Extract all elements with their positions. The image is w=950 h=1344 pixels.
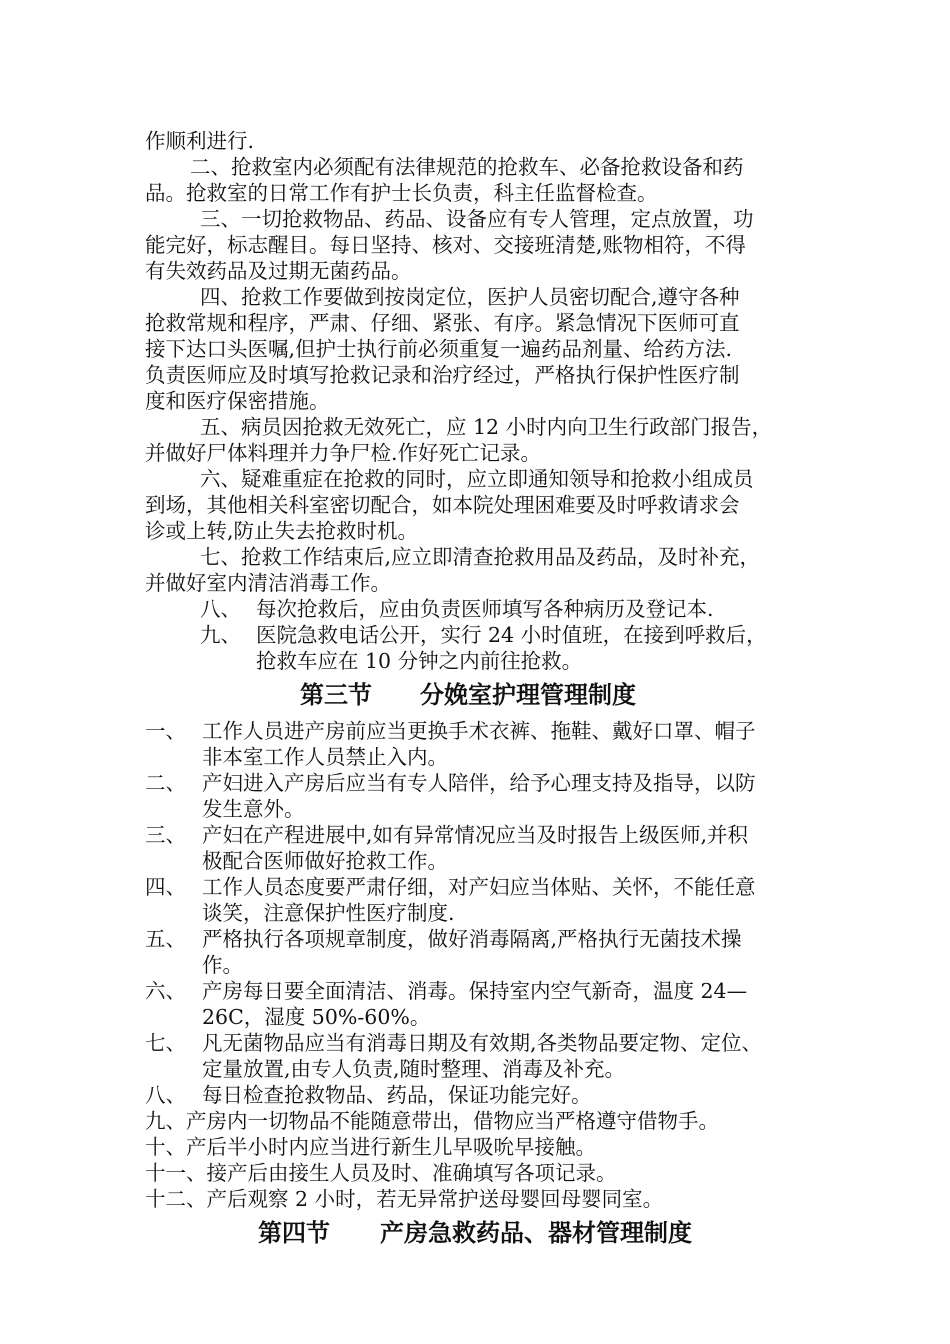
item-number: 三、 bbox=[145, 823, 186, 847]
item-number: 四、 bbox=[145, 875, 186, 899]
item-number: 二、 bbox=[145, 771, 186, 795]
item-text: 极配合医师做好抢救工作。 bbox=[202, 849, 448, 873]
item-text: 发生意外。 bbox=[202, 797, 305, 821]
paragraph-line: 能完好，标志醒目。每日坚持、核对、交接班清楚,账物相符，不得 bbox=[145, 233, 747, 257]
paragraph-line: 品。抢救室的日常工作有护士长负责，科主任监督检查。 bbox=[145, 181, 658, 205]
item-text: 谈笑，注意保护性医疗制度. bbox=[202, 901, 455, 925]
paragraph-line: 五、病员因抢救无效死亡，应 12 小时内向卫生行政部门报告， bbox=[200, 415, 773, 439]
item-number: 九、 bbox=[200, 623, 241, 647]
paragraph-line: 四、抢救工作要做到按岗定位，医护人员密切配合,遵守各种 bbox=[200, 285, 740, 309]
item-text: 凡无菌物品应当有消毒日期及有效期,各类物品要定物、定位、 bbox=[202, 1031, 763, 1055]
paragraph-line: 到场，其他相关科室密切配合，如本院处理困难要及时呼救请求会 bbox=[145, 493, 740, 517]
section-heading-title: 产房急救药品、器材管理制度 bbox=[380, 1219, 692, 1247]
paragraph-line: 六、疑难重症在抢救的同时，应立即通知领导和抢救小组成员 bbox=[200, 467, 754, 491]
item-text: 医院急救电话公开，实行 24 小时值班，在接到呼救后， bbox=[256, 623, 767, 647]
item-number: 八、 bbox=[200, 597, 241, 621]
item-text: 非本室工作人员禁止入内。 bbox=[202, 745, 448, 769]
item-text: 26C，湿度 50%-60%。 bbox=[202, 1005, 431, 1029]
list-line: 十一、接产后由接生人员及时、准确填写各项记录。 bbox=[145, 1161, 617, 1185]
item-number: 八、 bbox=[145, 1083, 186, 1107]
list-line: 十二、产后观察 2 小时，若无异常护送母婴回母婴同室。 bbox=[145, 1187, 664, 1211]
list-line: 九、产房内一切物品不能随意带出，借物应当严格遵守借物手。 bbox=[145, 1109, 719, 1133]
paragraph-line: 负责医师应及时填写抢救记录和治疗经过，严格执行保护性医疗制 bbox=[145, 363, 740, 387]
item-text: 产妇进入产房后应当有专人陪伴，给予心理支持及指导，以防 bbox=[202, 771, 756, 795]
item-number: 一、 bbox=[145, 719, 186, 743]
paragraph-line: 有失效药品及过期无菌药品。 bbox=[145, 259, 412, 283]
paragraph-line: 并做好尸体料理并力争尸检.作好死亡记录。 bbox=[145, 441, 542, 465]
item-text: 严格执行各项规章制度，做好消毒隔离,严格执行无菌技术操 bbox=[202, 927, 742, 951]
item-number: 五、 bbox=[145, 927, 186, 951]
item-text: 作。 bbox=[202, 953, 243, 977]
paragraph-line: 二、抢救室内必须配有法律规范的抢救车、必备抢救设备和药 bbox=[190, 155, 744, 179]
section-heading-title: 分娩室护理管理制度 bbox=[420, 681, 636, 709]
item-text: 产房每日要全面清洁、消毒。保持室内空气新奇，温度 24— bbox=[202, 979, 748, 1003]
item-text: 抢救车应在 10 分钟之内前往抢救。 bbox=[256, 649, 583, 673]
paragraph-line: 诊或上转,防止失去抢救时机。 bbox=[145, 519, 419, 543]
paragraph-line: 抢救常规和程序，严肃、仔细、紧张、有序。紧急情况下医师可直 bbox=[145, 311, 740, 335]
paragraph-line: 作顺利进行. bbox=[145, 129, 255, 153]
item-text: 产妇在产程进展中,如有异常情况应当及时报告上级医师,并积 bbox=[202, 823, 749, 847]
section-heading-number: 第三节 bbox=[300, 681, 372, 709]
paragraph-line: 接下达口头医嘱,但护士执行前必须重复一遍药品剂量、给药方法. bbox=[145, 337, 733, 361]
section-heading-number: 第四节 bbox=[258, 1219, 330, 1247]
item-text: 每次抢救后，应由负责医师填写各种病历及登记本. bbox=[256, 597, 714, 621]
paragraph-line: 度和医疗保密措施。 bbox=[145, 389, 330, 413]
item-text: 每日检查抢救物品、药品，保证功能完好。 bbox=[202, 1083, 592, 1107]
paragraph-line: 三、一切抢救物品、药品、设备应有专人管理，定点放置，功 bbox=[200, 207, 754, 231]
paragraph-line: 七、抢救工作结束后,应立即清查抢救用品及药品，及时补充， bbox=[200, 545, 761, 569]
item-number: 七、 bbox=[145, 1031, 186, 1055]
item-number: 六、 bbox=[145, 979, 186, 1003]
item-text: 定量放置,由专人负责,随时整理、消毒及补充。 bbox=[202, 1057, 626, 1081]
item-text: 工作人员进产房前应当更换手术衣裤、拖鞋、戴好口罩、帽子 bbox=[202, 719, 756, 743]
item-text: 工作人员态度要严肃仔细，对产妇应当体贴、关怀，不能任意 bbox=[202, 875, 756, 899]
paragraph-line: 并做好室内清洁消毒工作。 bbox=[145, 571, 391, 595]
list-line: 十、产后半小时内应当进行新生儿早吸吮早接触。 bbox=[145, 1135, 596, 1159]
